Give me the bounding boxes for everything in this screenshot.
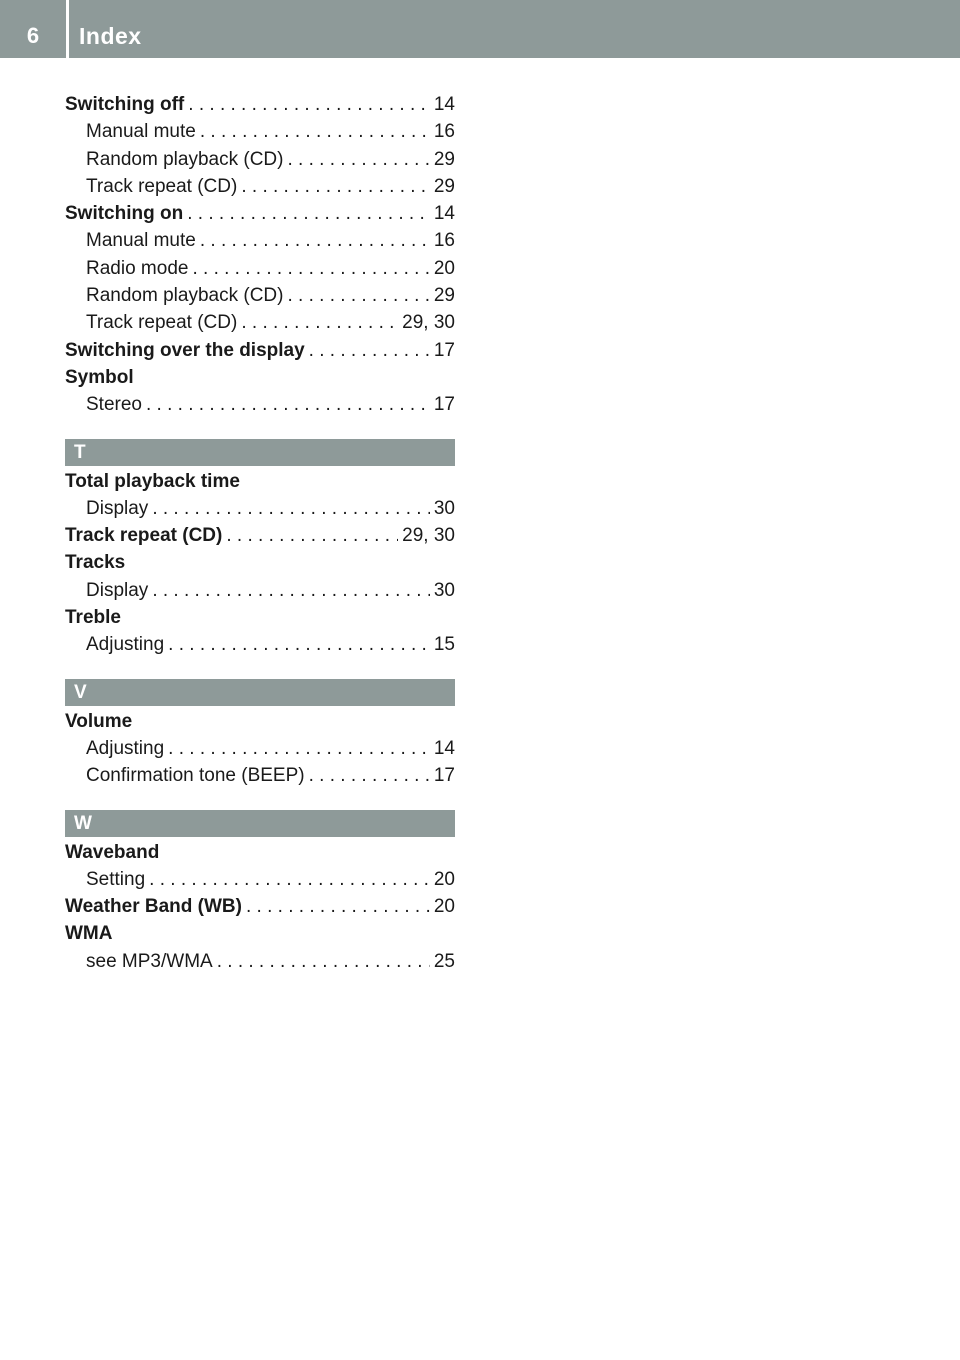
index-term: Adjusting: [86, 737, 165, 759]
page-reference: 14: [433, 737, 455, 759]
index-term: Manual mute: [86, 230, 196, 252]
index-entry-sub: [65, 118, 455, 145]
index-entry-sub: [65, 255, 455, 282]
index-term: Symbol: [65, 366, 134, 388]
index-heading: [65, 920, 455, 947]
dot-leader: [146, 391, 430, 418]
index-term: Waveband: [65, 841, 160, 863]
index-term: see MP3/WMA: [86, 950, 213, 972]
index-term: Weather Band (WB): [65, 896, 242, 918]
index-heading: [65, 708, 455, 735]
index-entry-sub: [65, 282, 455, 309]
dot-leader: [152, 577, 430, 604]
index-term: Adjusting: [86, 634, 165, 656]
dot-leader: [226, 522, 398, 549]
index-term: Switching on: [65, 203, 184, 225]
dot-leader: [168, 735, 430, 762]
section-header-t: T: [65, 439, 455, 466]
index-list-v: [65, 708, 455, 790]
index-entry-sub: [65, 146, 455, 173]
dot-leader: [246, 893, 430, 920]
index-entry-main: [65, 522, 455, 549]
index-term: Setting: [86, 868, 146, 890]
index-entry-sub: [65, 866, 455, 893]
page-reference: 29: [433, 285, 455, 307]
dot-leader: [287, 146, 429, 173]
index-term: Radio mode: [86, 257, 189, 279]
page-reference: 29: [433, 175, 455, 197]
index-entry-sub: [65, 762, 455, 789]
page-reference: 29, 30: [402, 312, 455, 334]
page-reference: 20: [433, 257, 455, 279]
dot-leader: [192, 255, 429, 282]
index-term: Switching over the display: [65, 339, 305, 361]
index-term: Total playback time: [65, 470, 240, 492]
index-heading: [65, 468, 455, 495]
index-entry-main: [65, 91, 455, 118]
index-entry-main: [65, 893, 455, 920]
page-reference: 30: [433, 497, 455, 519]
page-reference: 16: [433, 121, 455, 143]
index-term: Random playback (CD): [86, 285, 284, 307]
index-column: [65, 91, 455, 975]
page-reference: 20: [433, 868, 455, 890]
index-term: Track repeat (CD): [86, 175, 238, 197]
index-term: Stereo: [86, 394, 142, 416]
index-entry-sub: [65, 948, 455, 975]
dot-leader: [188, 91, 430, 118]
page-reference: 25: [433, 950, 455, 972]
index-entry-sub: [65, 309, 455, 336]
dot-leader: [287, 282, 429, 309]
page-reference: 17: [433, 765, 455, 787]
index-entry-sub: [65, 631, 455, 658]
index-term: Display: [86, 579, 149, 601]
index-term: Volume: [65, 710, 133, 732]
page-reference: 17: [433, 339, 455, 361]
index-term: Treble: [65, 607, 121, 629]
page-reference: 17: [433, 394, 455, 416]
dot-leader: [200, 227, 430, 254]
header-divider: [66, 0, 69, 58]
dot-leader: [152, 495, 430, 522]
index-heading: [65, 364, 455, 391]
page-reference: 15: [433, 634, 455, 656]
index-entry-main: [65, 337, 455, 364]
page-title: Index: [79, 23, 142, 49]
page-reference: 14: [433, 94, 455, 115]
page-reference: 16: [433, 230, 455, 252]
index-entry-sub: [65, 173, 455, 200]
index-entry-sub: [65, 577, 455, 604]
index-list-w: [65, 839, 455, 975]
index-heading: [65, 549, 455, 576]
dot-leader: [200, 118, 430, 145]
index-entry-main: [65, 200, 455, 227]
index-term: Track repeat (CD): [86, 312, 238, 334]
page-reference: 29: [433, 148, 455, 170]
section-header-v: V: [65, 679, 455, 706]
page-header: [0, 0, 960, 58]
section-header-w: W: [65, 810, 455, 837]
page-reference: 30: [433, 579, 455, 601]
page-reference: 20: [433, 896, 455, 918]
index-term: Random playback (CD): [86, 148, 284, 170]
dot-leader: [309, 337, 430, 364]
index-heading: [65, 604, 455, 631]
index-term: Track repeat (CD): [65, 525, 223, 547]
index-term: WMA: [65, 923, 113, 945]
dot-leader: [149, 866, 430, 893]
page-reference: 29, 30: [402, 525, 455, 547]
dot-leader: [241, 309, 398, 336]
page-reference: 14: [433, 203, 455, 225]
index-term: Switching off: [65, 94, 185, 115]
index-entry-sub: [65, 391, 455, 418]
dot-leader: [168, 631, 430, 658]
index-heading: [65, 839, 455, 866]
index-entry-sub: [65, 227, 455, 254]
dot-leader: [241, 173, 430, 200]
index-entry-sub: [65, 735, 455, 762]
index-term: Confirmation tone (BEEP): [86, 765, 305, 787]
page-number: 6: [26, 23, 40, 48]
index-term: Tracks: [65, 552, 126, 574]
index-entry-sub: [65, 495, 455, 522]
index-term: Display: [86, 497, 149, 519]
index-list-t: [65, 468, 455, 659]
dot-leader: [187, 200, 430, 227]
index-list-s: [65, 91, 455, 419]
index-term: Manual mute: [86, 121, 196, 143]
dot-leader: [309, 762, 430, 789]
dot-leader: [217, 948, 430, 975]
